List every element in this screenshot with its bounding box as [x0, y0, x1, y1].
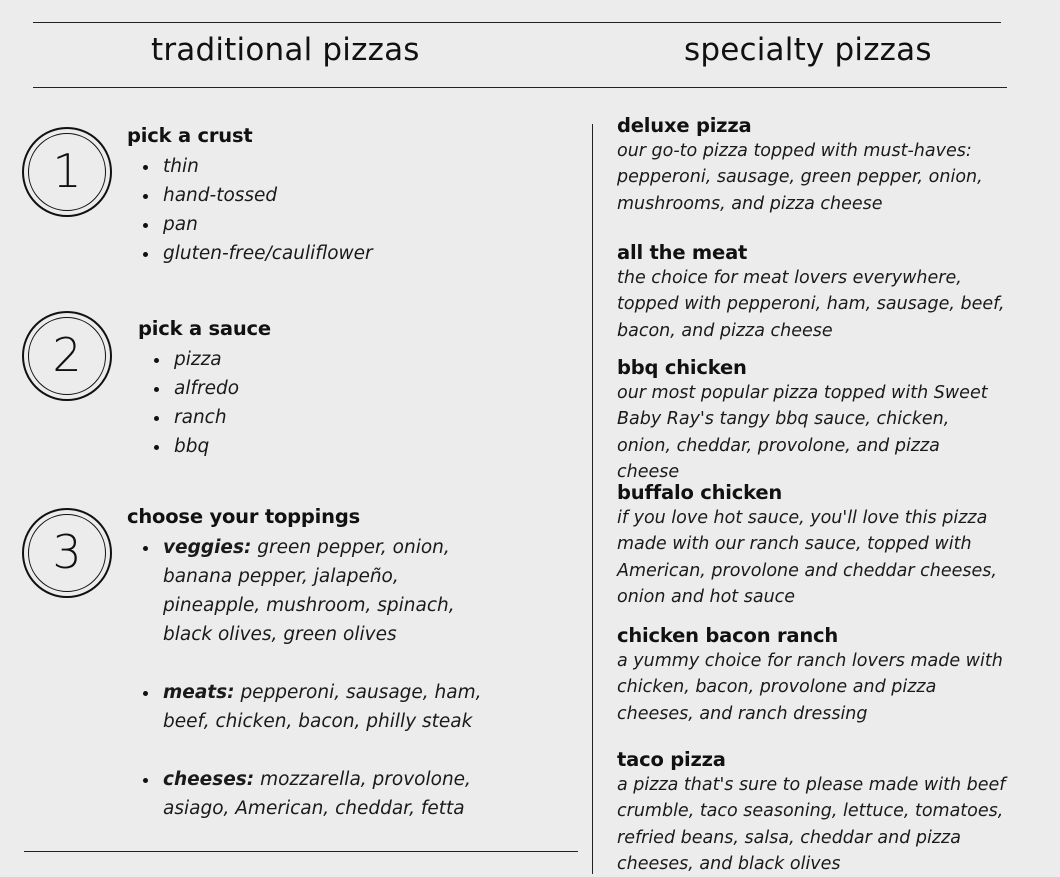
- list-item: [127, 765, 487, 823]
- heading-divider: [33, 87, 1007, 88]
- step-number-circle-icon: [22, 508, 112, 598]
- toppings-category-text: pepperoni, sausage, ham, beef, chicken, bacon, philly steak: [163, 682, 482, 732]
- specialty-name: buffalo chicken: [617, 481, 783, 504]
- top-divider: [33, 22, 1001, 23]
- specialty-name: chicken bacon ranch: [617, 624, 839, 647]
- specialty-bbq-chicken: [617, 356, 1007, 485]
- specialty-description: if you love hot sauce, you'll love this pizza made with our ranch sauce, topped with American, provolone and cheddar cheeses, onion and hot sauce: [617, 508, 997, 607]
- step-number: 3: [52, 525, 82, 579]
- step-3: [22, 508, 112, 598]
- list-item: ranch: [138, 403, 239, 432]
- specialty-description: our most popular pizza topped with Sweet Baby Ray's tangy bbq sauce, chicken, onion, cheddar, provolone, and pizza cheese: [617, 383, 988, 482]
- list-item: pan: [127, 210, 373, 239]
- list-item: alfredo: [138, 374, 239, 403]
- crust-options-list: [127, 152, 373, 268]
- specialty-description: a yummy choice for ranch lovers made with chicken, bacon, provolone and pizza cheeses, and ranch dressing: [617, 651, 1003, 724]
- list-item: [127, 678, 487, 736]
- step-1-title: pick a crust: [127, 124, 253, 147]
- specialty-name: bbq chicken: [617, 356, 747, 379]
- list-item: gluten-free/cauliflower: [127, 239, 373, 268]
- bottom-divider: [24, 851, 578, 852]
- column-divider: [592, 124, 593, 874]
- specialty-description: our go-to pizza topped with must-haves: pepperoni, sausage, green pepper, onion, mushrooms, and pizza cheese: [617, 141, 983, 214]
- step-number: 1: [52, 144, 82, 198]
- toppings-category-label: cheeses:: [163, 769, 255, 790]
- step-number-circle-icon: [22, 311, 112, 401]
- specialty-name: taco pizza: [617, 748, 726, 771]
- specialty-chicken-bacon-ranch: [617, 624, 1017, 727]
- specialty-buffalo-chicken: [617, 481, 997, 610]
- list-item: [127, 533, 487, 649]
- specialty-description: a pizza that's sure to please made with beef crumble, taco seasoning, lettuce, tomatoes, refried beans, salsa, cheddar and pizza cheeses, and black olives: [617, 775, 1006, 874]
- toppings-category-text: mozzarella, provolone, asiago, American, cheddar, fetta: [163, 769, 471, 819]
- step-2-title: pick a sauce: [138, 317, 271, 340]
- specialty-name: deluxe pizza: [617, 114, 752, 137]
- list-item: pizza: [138, 345, 239, 374]
- toppings-category-label: veggies:: [163, 537, 252, 558]
- heading-specialty-pizzas: specialty pizzas: [684, 32, 932, 68]
- specialty-name: all the meat: [617, 241, 748, 264]
- step-2: [22, 311, 112, 401]
- list-item: hand-tossed: [127, 181, 373, 210]
- step-number: 2: [52, 328, 82, 382]
- list-item: thin: [127, 152, 373, 181]
- toppings-category-text: green pepper, onion, banana pepper, jalapeño, pineapple, mushroom, spinach, black olives, green olives: [163, 537, 455, 645]
- step-1: [22, 127, 112, 217]
- step-3-title: choose your toppings: [127, 505, 361, 528]
- toppings-list: [127, 533, 487, 823]
- toppings-category-label: meats:: [163, 682, 235, 703]
- specialty-deluxe-pizza: [617, 114, 987, 217]
- heading-traditional-pizzas: traditional pizzas: [151, 32, 420, 68]
- specialty-description: the choice for meat lovers everywhere, topped with pepperoni, ham, sausage, beef, bacon, and pizza cheese: [617, 268, 1005, 341]
- list-item: bbq: [138, 432, 239, 461]
- specialty-all-the-meat: [617, 241, 1007, 344]
- sauce-options-list: [138, 345, 239, 461]
- step-number-circle-icon: [22, 127, 112, 217]
- specialty-taco-pizza: [617, 748, 1017, 877]
